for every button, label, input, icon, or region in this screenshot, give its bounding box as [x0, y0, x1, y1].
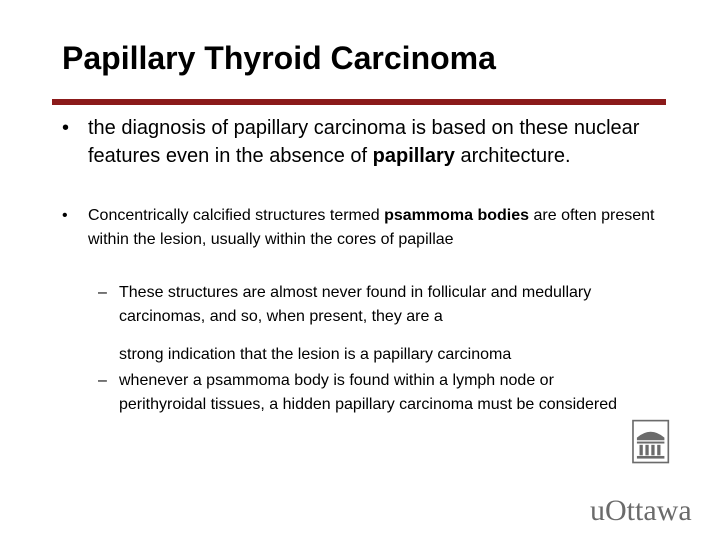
- bullet-text-part: the diagnosis of papillary carcinoma is based on these nuclear features even in the absence of: [88, 117, 640, 167]
- bullet-bold-term: psammoma bodies: [384, 207, 530, 224]
- sub-bullet-marker: –: [98, 372, 107, 389]
- slide-title: Papillary Thyroid Carcinoma: [62, 40, 496, 76]
- title-divider: [52, 99, 666, 105]
- bullet-text: [88, 114, 652, 170]
- sub-bullet-marker: –: [98, 284, 107, 301]
- university-building-icon: [590, 418, 710, 490]
- bullet-bold-term: papillary: [372, 145, 455, 167]
- bullet-marker: •: [62, 207, 68, 224]
- bullet-item-2: [62, 204, 662, 252]
- bullet-item-1: [62, 114, 652, 170]
- bullet-text-part: Concentrically calcified structures termed: [88, 207, 385, 224]
- sub-bullet-item-1: [98, 281, 638, 367]
- sub-bullet-continuation: strong indication that the lesion is a papillary carcinoma: [119, 346, 512, 363]
- bullet-text-part: are often present within the lesion, usually within the cores of papillae: [88, 207, 655, 248]
- sub-bullet-text: These structures are almost never found in follicular and medullary carcinomas, and so, when present, they are a: [119, 284, 592, 325]
- university-wordmark: uOttawa: [590, 494, 692, 527]
- bullet-marker: •: [62, 117, 70, 139]
- bullet-text: [88, 204, 662, 252]
- sub-bullet-text: whenever a psammoma body is found within a lymph node or perithyroidal tissues, a hidden papillary carcinoma must be considered: [119, 372, 618, 413]
- sub-bullet-item-2: [98, 369, 638, 417]
- bullet-text-part: architecture.: [454, 145, 571, 167]
